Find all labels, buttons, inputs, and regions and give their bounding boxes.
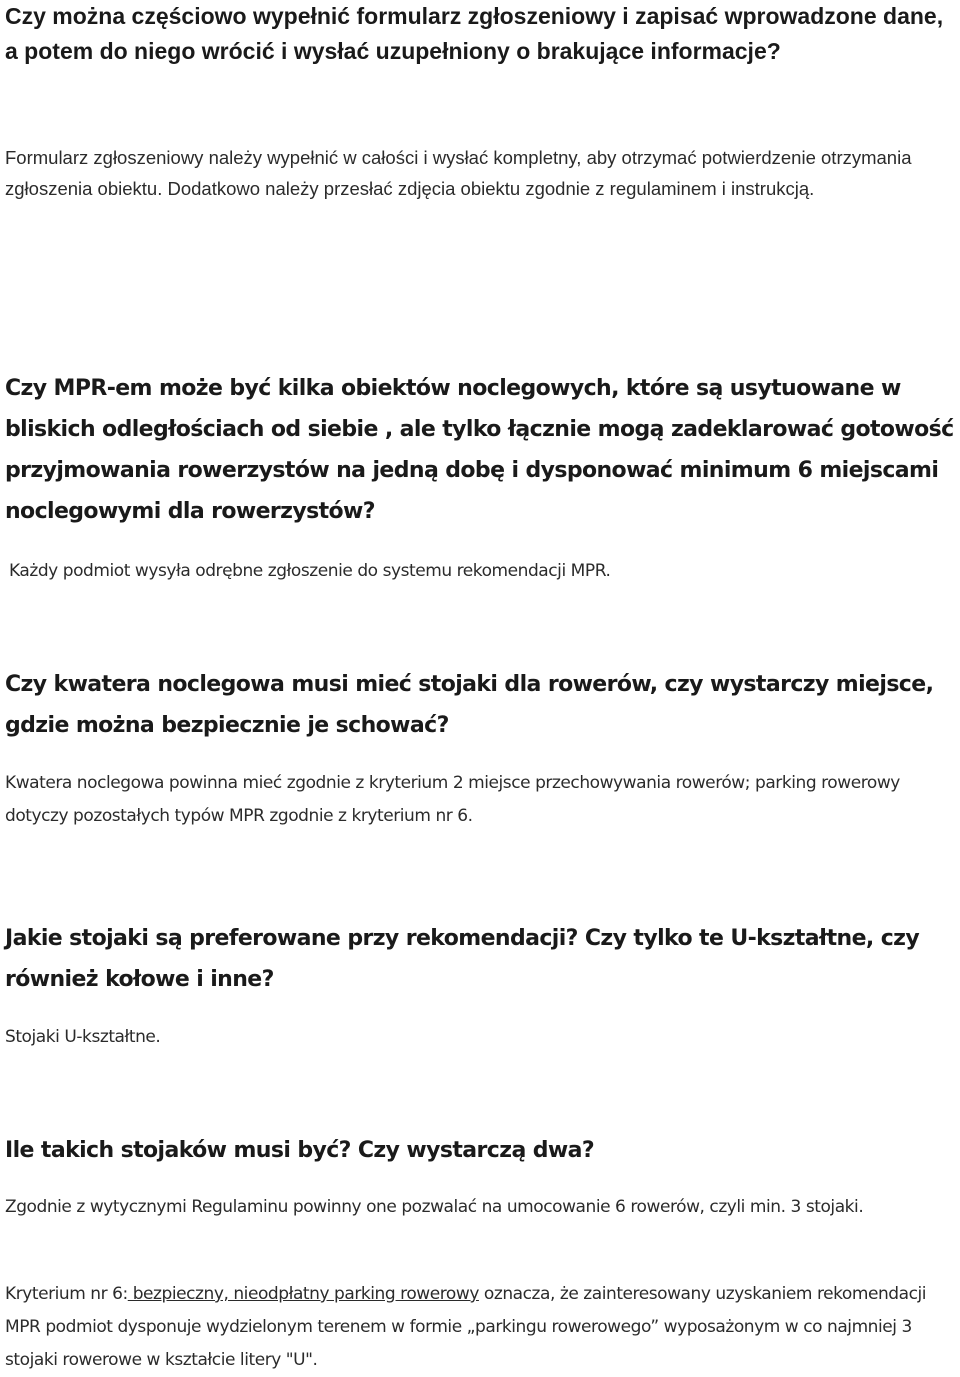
criterion-description: oznacza, że zainteresowany uzyskaniem rekomendacji MPR podmiot dysponuje wydzielonym terenem w formie „parkingu rowerowego” wyposażonym w co najmniej 3 stojaki rowerowe w kształcie litery "U". bbox=[5, 1284, 927, 1370]
answer-1: Formularz zgłoszeniowy należy wypełnić w całości i wysłać kompletny, aby otrzymać potwierdzenie otrzymania zgłoszenia obiektu. Dodatkowo należy przesłać zdjęcia obiektu zgodnie z regulaminem i instrukcją. bbox=[5, 147, 912, 199]
answer-4: Stojaki U-kształtne. bbox=[5, 1027, 161, 1047]
answer-2: Każdy podmiot wysyła odrębne zgłoszenie do systemu rekomendacji MPR. bbox=[9, 561, 611, 581]
question-5: Ile takich stojaków musi być? Czy wystarczą dwa? bbox=[5, 1138, 595, 1163]
question-3: Czy kwatera noclegowa musi mieć stojaki dla rowerów, czy wystarczy miejsce, gdzie można bezpiecznie je schować? bbox=[5, 672, 934, 738]
answer-5: Zgodnie z wytycznymi Regulaminu powinny one pozwalać na umocowanie 6 rowerów, czyli min. 3 stojaki. bbox=[5, 1197, 864, 1217]
answer-3: Kwatera noclegowa powinna mieć zgodnie z kryterium 2 miejsce przechowywania rowerów; parking rowerowy dotyczy pozostałych typów MPR zgodnie z kryterium nr 6. bbox=[5, 773, 900, 826]
criterion-paragraph bbox=[5, 1278, 950, 1377]
question-2: Czy MPR-em może być kilka obiektów noclegowych, które są usytuowane w bliskich odległościach od siebie , ale tylko łącznie mogą zadeklarować gotowość przyjmowania rowerzystów na jedną dobę i dysponować minimum 6 miejscami noclegowymi dla rowerzystów? bbox=[5, 376, 954, 524]
criterion-label: Kryterium nr 6: bbox=[5, 1284, 128, 1304]
criterion-underlined-phrase: bezpieczny, nieodpłatny parking rowerowy bbox=[127, 1284, 479, 1304]
question-1: Czy można częściowo wypełnić formularz zgłoszeniowy i zapisać wprowadzone dane, a potem do niego wrócić i wysłać uzupełniony o brakujące informacje? bbox=[5, 3, 944, 64]
question-4: Jakie stojaki są preferowane przy rekomendacji? Czy tylko te U-kształtne, czy również kołowe i inne? bbox=[5, 926, 920, 992]
